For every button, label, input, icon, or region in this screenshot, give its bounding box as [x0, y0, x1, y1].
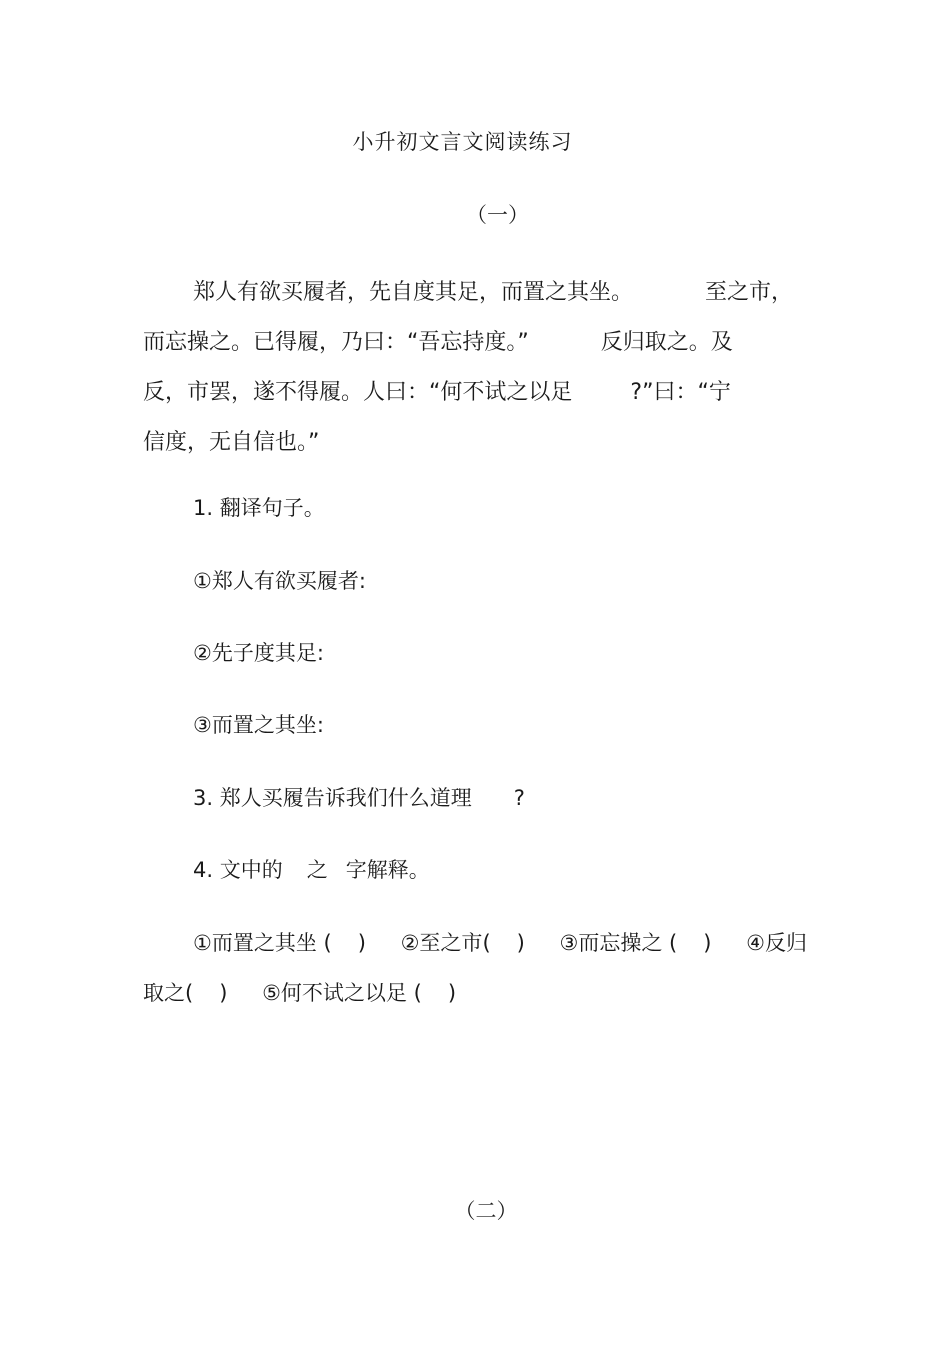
- question-4-word: 之: [306, 858, 328, 882]
- passage-line-4: 信度，无自信也。”: [143, 430, 320, 455]
- answer-open-paren: (: [413, 981, 422, 1005]
- passage-text: 郑人有欲买履者，先自度其足，而置之其坐。: [193, 280, 634, 305]
- question-1: 1. 翻译句子。: [193, 496, 325, 520]
- answer-close-paren: ): [516, 931, 525, 955]
- page-title: 小升初文言文阅读练习: [352, 130, 573, 154]
- question-3: [193, 782, 525, 814]
- passage-line-2: [143, 318, 803, 368]
- passage-line-1: [143, 268, 803, 318]
- passage-text: 反，市罢，遂不得履。人曰：“何不试之以足: [143, 380, 573, 405]
- answer-close-paren: ): [219, 981, 228, 1005]
- question-3-text: 3. 郑人买履告诉我们什么道理: [193, 786, 472, 810]
- answer-close-paren: ): [703, 931, 712, 955]
- passage-line-3: [143, 368, 803, 418]
- question-4-prefix: 4. 文中的: [193, 858, 283, 882]
- answer-open-paren: (: [482, 931, 491, 955]
- answer-item: [262, 981, 456, 1005]
- question-1-sub-1: ①郑人有欲买履者:: [193, 569, 366, 593]
- answer-open-paren: (: [669, 931, 678, 955]
- answer-item: [401, 931, 525, 955]
- answer-item-text: ②至之市: [400, 931, 483, 955]
- passage-text: 反归取之。及: [600, 330, 733, 355]
- answer-open-paren: (: [185, 981, 194, 1005]
- answer-item-text: ①而置之其坐: [193, 931, 317, 955]
- answer-item: ④反归: [746, 931, 807, 955]
- question-4-suffix: 字解释。: [345, 858, 430, 882]
- answer-item: [143, 981, 227, 1005]
- answer-open-paren: (: [323, 931, 332, 955]
- answer-item: [560, 931, 712, 955]
- answer-close-paren: ): [357, 931, 366, 955]
- section-heading-2: （二）: [454, 1199, 518, 1223]
- classical-passage: [143, 268, 803, 468]
- passage-text: 而忘操之。已得履，乃曰：“吾忘持度。”: [143, 330, 529, 355]
- answer-item-text: ③而忘操之: [559, 931, 663, 955]
- section-heading-1: （一）: [466, 203, 529, 227]
- passage-text: 至之市，: [705, 280, 794, 305]
- answer-item: [193, 931, 366, 955]
- question-4: [193, 854, 430, 886]
- answer-line-1: [143, 918, 823, 968]
- question-1-sub-2: ②先子度其足:: [193, 641, 324, 665]
- answer-line-2: [143, 968, 823, 1018]
- answer-item-text: 取之: [143, 981, 185, 1005]
- answer-item-text: ⑤何不试之以足: [262, 981, 407, 1005]
- passage-text: ?”曰：“宁: [630, 380, 731, 405]
- question-3-mark: ?: [513, 786, 525, 810]
- question-4-items: [143, 918, 823, 1018]
- question-1-sub-3: ③而置之其坐:: [193, 713, 324, 737]
- answer-close-paren: ): [447, 981, 457, 1005]
